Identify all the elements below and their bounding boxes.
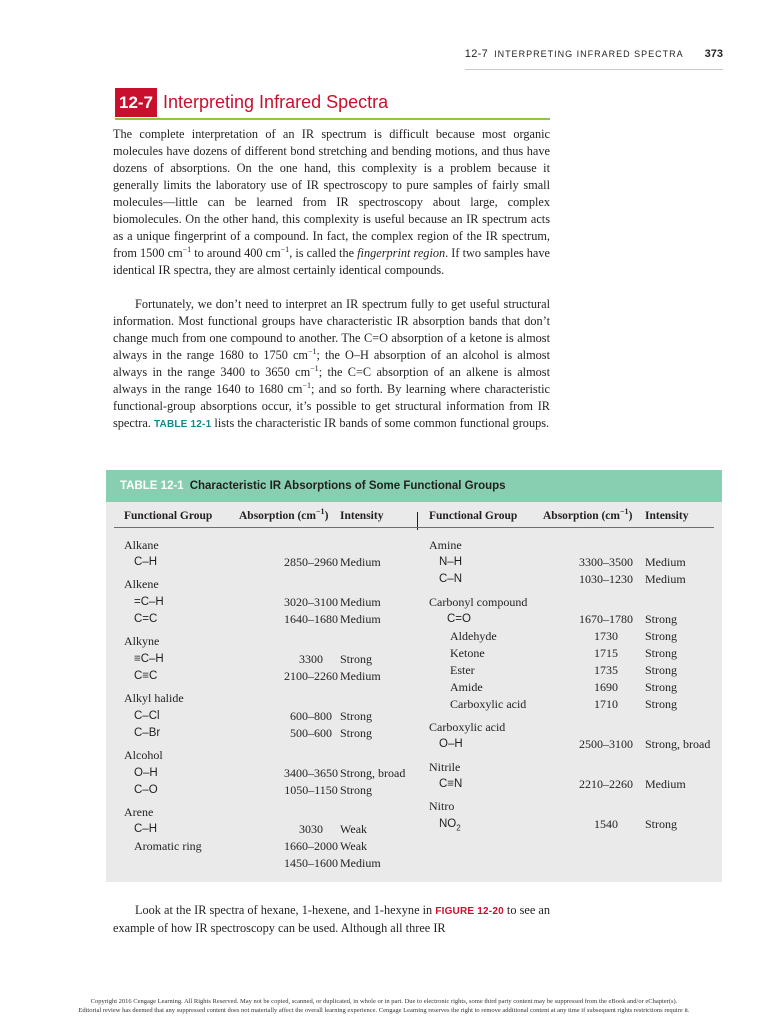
copyright-line-2: Editorial review has deemed that any suppressed content does not materially affect the overall learning experience. Cengage Learning reserves the right to remove additional content at any time if subsequent rights restrictions require it.: [78, 1007, 690, 1014]
section-title: Interpreting Infrared Spectra: [163, 92, 389, 112]
running-head-title: INTERPRETING INFRARED SPECTRA: [494, 49, 684, 59]
running-head: [465, 48, 723, 60]
table-row: Carboxylic acid 1710 Strong: [450, 697, 678, 711]
table-row: ≡C–H 3300 Strong: [134, 652, 373, 666]
header-functional-group-right: Functional Group: [429, 510, 518, 522]
table-category-row: Carbonyl compound: [429, 595, 528, 609]
table-row: C–Br 500–600 Strong: [134, 726, 373, 740]
table-row: C–N 1030–1230 Medium: [439, 572, 686, 586]
table-row: C–O 1050–1150 Strong: [134, 783, 373, 797]
copyright-line-1: Copyright 2016 Cengage Learning. All Rights Reserved. May not be copied, scanned, or duplicated, in whole or in part. Due to electronic rights, some third party content may be suppressed from the eBook and/or eChapter(s).: [90, 998, 678, 1005]
table-category-row: Alcohol: [124, 748, 163, 762]
page-number: 373: [704, 48, 723, 60]
table-title: Characteristic IR Absorptions of Some Functional Groups: [189, 480, 506, 492]
table-row: Ester 1735 Strong: [450, 663, 678, 677]
table-caption: [106, 470, 722, 502]
table-row: Aldehyde 1730 Strong: [450, 629, 678, 643]
copyright-notice: [0, 997, 768, 1015]
table-category-row: Carboxylic acid: [429, 720, 506, 734]
figure-reference-link[interactable]: FIGURE 12-20: [435, 906, 504, 917]
header-rule: [114, 527, 714, 528]
table-row: Aromatic ring 1660–2000 Weak: [134, 839, 368, 853]
running-head-rule: [465, 69, 723, 70]
table-row: Ketone 1715 Strong: [450, 646, 678, 660]
table-label: TABLE 12-1: [120, 480, 184, 492]
table-row: C–H 2850–2960 Medium: [134, 555, 381, 569]
table-category-row: Alkyl halide: [124, 691, 184, 705]
fingerprint-region-term: fingerprint region: [357, 246, 446, 260]
ir-absorptions-table: [106, 470, 722, 882]
table-row: C≡C 2100–2260 Medium: [134, 669, 381, 683]
table-row: C≡N 2210–2260 Medium: [439, 777, 686, 791]
section-number-badge: 12-7: [115, 88, 157, 117]
section-heading: [115, 88, 550, 120]
paragraph-2: Fortunately, we don’t need to interpret an IR spectrum fully to get useful structural information. Most functional groups have characteristic IR absorption bands that don’t change much from one compound to another. The C=O absorption of a ketone is almost always in the range 1680 to 1750 $cm^{-1}$; the O–H absorption of an alcohol is almost always in the range 3400 to 3650 $cm^{-1}$; the C=C absorption of an alkene is almost always in the range 1640 to 1680 $cm^{-1}$; and so forth. By learning where characteristic functional-group absorptions occur, it’s possible to get structural information from IR spectra. TABLE 12-1 lists the characteristic IR bands of some common functional groups.: [113, 297, 550, 430]
table-row: C=O 1670–1780 Strong: [447, 612, 678, 626]
table-reference-link[interactable]: TABLE 12-1: [153, 419, 212, 430]
table-category-row: Alkyne: [124, 634, 160, 648]
header-absorption-left: Absorption $(cm^{-1})$: [239, 507, 329, 522]
table-row: C=C 1640–1680 Medium: [134, 612, 381, 626]
header-functional-group-left: Functional Group: [124, 510, 213, 522]
table-row: N–H 3300–3500 Medium: [439, 555, 686, 569]
paragraph-3: Look at the IR spectra of hexane, 1-hexene, and 1-hexyne in FIGURE 12-20 to see an example of how IR spectroscopy can be used. Although all three IR: [113, 903, 550, 935]
table-row: 1450–1600 Medium: [284, 856, 381, 870]
table-row: C–H 3030 Weak: [134, 822, 368, 836]
table-row: O–H 3400–3650 Strong, broad: [134, 766, 406, 780]
table-category-row: Arene: [124, 805, 154, 819]
running-head-section: 12-7: [464, 48, 488, 60]
table-category-row: Nitro: [429, 799, 455, 813]
table-row: C–Cl 600–800 Strong: [134, 709, 373, 723]
header-intensity-left: Intensity: [340, 510, 384, 522]
table-category-row: Alkene: [124, 577, 159, 591]
table-category-row: Alkane: [124, 538, 159, 552]
table-row: Amide 1690 Strong: [450, 680, 678, 694]
table-row: O–H 2500–3100 Strong, broad: [439, 737, 711, 751]
table-category-row: Amine: [429, 538, 462, 552]
table-row: $NO_2$ 1540 Strong: [439, 817, 678, 833]
header-intensity-right: Intensity: [645, 510, 689, 522]
table-row: =C–H 3020–3100 Medium: [134, 595, 381, 609]
table-category-row: Nitrile: [429, 760, 461, 774]
header-absorption-right: Absorption $(cm^{-1})$: [543, 507, 633, 522]
paragraph-1: The complete interpretation of an IR spectrum is difficult because most organic molecules have dozens of different bond stretching and bending motions, and thus have dozens of absorptions. On the one hand, this complexity is a problem because it generally limits the laboratory use of IR spectroscopy to pure samples of fairly small molecules—little can be learned from IR spectroscopy about large, complex biomolecules. On the other hand, this complexity is useful because an IR spectrum acts as a unique fingerprint of a compound. In fact, the complex region of the IR spectrum, from 1500 $cm^{-1}$ to around 400 $cm^{-1}$, is called the fingerprint region. If two samples have identical IR spectra, they are almost certainly identical compounds.: [113, 127, 550, 277]
